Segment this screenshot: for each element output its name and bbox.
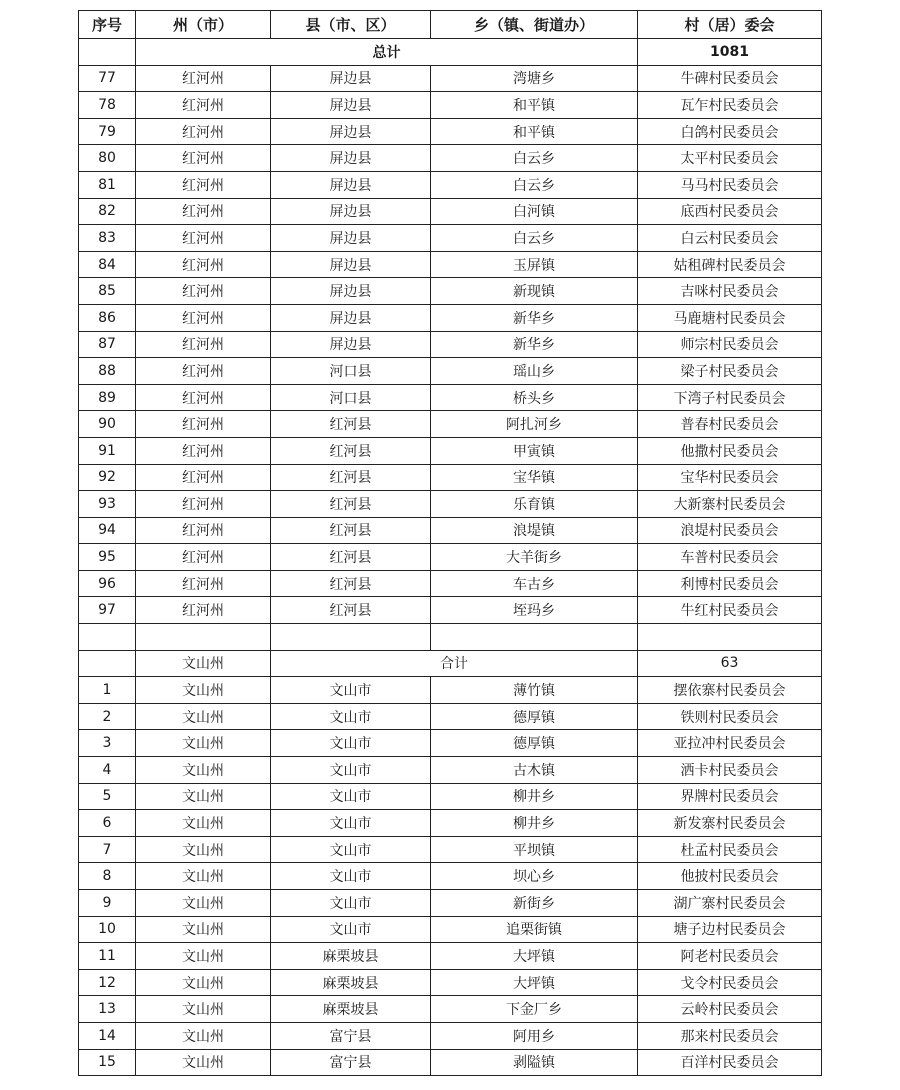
row-township: 剥隘镇: [431, 1049, 638, 1076]
table-row: [79, 544, 822, 571]
row-prefecture: 红河州: [136, 491, 271, 518]
row-village-committee: 新发寨村民委员会: [638, 810, 822, 837]
table-row: [79, 969, 822, 996]
row-village-committee: 界牌村民委员会: [638, 783, 822, 810]
row-village-committee: 摆依寨村民委员会: [638, 677, 822, 704]
row-village-committee: 牛碑村民委员会: [638, 65, 822, 92]
table-row: [79, 304, 822, 331]
empty-cell: [638, 624, 822, 651]
table-row: [79, 730, 822, 757]
table-row: [79, 65, 822, 92]
row-township: 桥头乡: [431, 384, 638, 411]
row-county: 红河县: [271, 491, 431, 518]
row-township: 甲寅镇: [431, 437, 638, 464]
row-village-committee: 太平村民委员会: [638, 145, 822, 172]
row-index: 92: [79, 464, 136, 491]
row-county: 文山市: [271, 810, 431, 837]
row-prefecture: 文山州: [136, 783, 271, 810]
row-township: 白河镇: [431, 198, 638, 225]
row-township: 宝华镇: [431, 464, 638, 491]
table-row: [79, 171, 822, 198]
row-prefecture: 红河州: [136, 118, 271, 145]
row-index: 10: [79, 916, 136, 943]
header-index: 序号: [79, 11, 136, 39]
row-county: 屏边县: [271, 92, 431, 119]
row-prefecture: 文山州: [136, 1022, 271, 1049]
row-index: 95: [79, 544, 136, 571]
row-township: 车古乡: [431, 570, 638, 597]
row-index: 1: [79, 677, 136, 704]
row-village-committee: 他撒村民委员会: [638, 437, 822, 464]
row-village-committee: 底西村民委员会: [638, 198, 822, 225]
row-prefecture: 红河州: [136, 544, 271, 571]
row-prefecture: 红河州: [136, 411, 271, 438]
total-row: [79, 39, 822, 66]
table-row: [79, 491, 822, 518]
total-value: 1081: [638, 39, 822, 66]
table-row: [79, 810, 822, 837]
row-county: 红河县: [271, 544, 431, 571]
row-index: 94: [79, 517, 136, 544]
row-prefecture: 红河州: [136, 198, 271, 225]
row-township: 新华乡: [431, 331, 638, 358]
table-row: [79, 943, 822, 970]
row-county: 红河县: [271, 411, 431, 438]
header-township: 乡（镇、街道办）: [431, 11, 638, 39]
row-village-committee: 洒卡村民委员会: [638, 757, 822, 784]
row-county: 文山市: [271, 916, 431, 943]
row-township: 下金厂乡: [431, 996, 638, 1023]
row-village-committee: 云岭村民委员会: [638, 996, 822, 1023]
total-index-cell: [79, 39, 136, 66]
row-county: 屏边县: [271, 171, 431, 198]
row-index: 90: [79, 411, 136, 438]
row-prefecture: 文山州: [136, 863, 271, 890]
row-township: 乐育镇: [431, 491, 638, 518]
row-township: 新街乡: [431, 890, 638, 917]
row-village-committee: 戈令村民委员会: [638, 969, 822, 996]
row-prefecture: 红河州: [136, 278, 271, 305]
row-index: 82: [79, 198, 136, 225]
subtotal-index-cell: [79, 650, 136, 677]
row-index: 91: [79, 437, 136, 464]
table-row: [79, 916, 822, 943]
row-village-committee: 马马村民委员会: [638, 171, 822, 198]
row-township: 大坪镇: [431, 969, 638, 996]
table-row: [79, 437, 822, 464]
row-village-committee: 车普村民委员会: [638, 544, 822, 571]
row-prefecture: 红河州: [136, 358, 271, 385]
row-village-committee: 阿老村民委员会: [638, 943, 822, 970]
row-prefecture: 文山州: [136, 703, 271, 730]
row-prefecture: 红河州: [136, 384, 271, 411]
row-county: 文山市: [271, 757, 431, 784]
header-row: [79, 11, 822, 39]
row-township: 垤玛乡: [431, 597, 638, 624]
table-body: [79, 39, 822, 1076]
row-village-committee: 白云村民委员会: [638, 225, 822, 252]
table-row: [79, 703, 822, 730]
row-index: 96: [79, 570, 136, 597]
empty-cell: [431, 624, 638, 651]
table-row: [79, 358, 822, 385]
table-row: [79, 1022, 822, 1049]
table-row: [79, 92, 822, 119]
row-county: 河口县: [271, 358, 431, 385]
row-prefecture: 红河州: [136, 251, 271, 278]
table-row: [79, 890, 822, 917]
row-prefecture: 红河州: [136, 464, 271, 491]
row-prefecture: 红河州: [136, 331, 271, 358]
row-index: 80: [79, 145, 136, 172]
row-prefecture: 文山州: [136, 730, 271, 757]
row-township: 新华乡: [431, 304, 638, 331]
row-township: 和平镇: [431, 92, 638, 119]
row-index: 87: [79, 331, 136, 358]
row-index: 93: [79, 491, 136, 518]
row-county: 屏边县: [271, 251, 431, 278]
row-county: 富宁县: [271, 1049, 431, 1076]
row-prefecture: 红河州: [136, 304, 271, 331]
row-county: 麻栗坡县: [271, 943, 431, 970]
row-township: 新现镇: [431, 278, 638, 305]
row-county: 红河县: [271, 517, 431, 544]
row-prefecture: 红河州: [136, 597, 271, 624]
row-village-committee: 百洋村民委员会: [638, 1049, 822, 1076]
table-row: [79, 1049, 822, 1076]
row-county: 文山市: [271, 703, 431, 730]
row-township: 白云乡: [431, 171, 638, 198]
row-county: 屏边县: [271, 225, 431, 252]
empty-cell: [79, 624, 136, 651]
row-township: 浪堤镇: [431, 517, 638, 544]
row-index: 12: [79, 969, 136, 996]
row-township: 柳井乡: [431, 783, 638, 810]
row-prefecture: 红河州: [136, 437, 271, 464]
row-township: 白云乡: [431, 225, 638, 252]
row-county: 屏边县: [271, 145, 431, 172]
table-row: [79, 145, 822, 172]
row-index: 78: [79, 92, 136, 119]
empty-cell: [136, 624, 271, 651]
row-county: 红河县: [271, 597, 431, 624]
row-prefecture: 文山州: [136, 836, 271, 863]
row-county: 屏边县: [271, 198, 431, 225]
row-village-committee: 塘子边村民委员会: [638, 916, 822, 943]
header-village-committee: 村（居）委会: [638, 11, 822, 39]
row-village-committee: 吉咪村民委员会: [638, 278, 822, 305]
header-county: 县（市、区）: [271, 11, 431, 39]
row-index: 6: [79, 810, 136, 837]
table-row: [79, 996, 822, 1023]
row-county: 文山市: [271, 836, 431, 863]
row-county: 红河县: [271, 464, 431, 491]
row-prefecture: 文山州: [136, 810, 271, 837]
row-index: 7: [79, 836, 136, 863]
empty-cell: [271, 624, 431, 651]
row-prefecture: 红河州: [136, 171, 271, 198]
row-index: 83: [79, 225, 136, 252]
row-village-committee: 利博村民委员会: [638, 570, 822, 597]
subtotal-row: [79, 650, 822, 677]
row-village-committee: 湖广寨村民委员会: [638, 890, 822, 917]
row-county: 文山市: [271, 890, 431, 917]
row-village-committee: 大新寨村民委员会: [638, 491, 822, 518]
row-township: 德厚镇: [431, 730, 638, 757]
subtotal-value: 63: [638, 650, 822, 677]
row-prefecture: 文山州: [136, 943, 271, 970]
row-index: 15: [79, 1049, 136, 1076]
row-county: 文山市: [271, 863, 431, 890]
row-prefecture: 红河州: [136, 225, 271, 252]
row-township: 湾塘乡: [431, 65, 638, 92]
row-prefecture: 红河州: [136, 570, 271, 597]
row-village-committee: 亚拉冲村民委员会: [638, 730, 822, 757]
row-index: 86: [79, 304, 136, 331]
row-prefecture: 文山州: [136, 757, 271, 784]
row-village-committee: 牛红村民委员会: [638, 597, 822, 624]
row-prefecture: 文山州: [136, 890, 271, 917]
row-county: 红河县: [271, 437, 431, 464]
table-row: [79, 863, 822, 890]
row-township: 玉屏镇: [431, 251, 638, 278]
row-index: 11: [79, 943, 136, 970]
table-row: [79, 411, 822, 438]
row-village-committee: 普春村民委员会: [638, 411, 822, 438]
row-village-committee: 宝华村民委员会: [638, 464, 822, 491]
village-list-table: [78, 10, 822, 1076]
row-prefecture: 红河州: [136, 92, 271, 119]
table-row: [79, 783, 822, 810]
row-index: 2: [79, 703, 136, 730]
row-county: 屏边县: [271, 118, 431, 145]
row-prefecture: 红河州: [136, 517, 271, 544]
header-prefecture: 州（市）: [136, 11, 271, 39]
row-county: 河口县: [271, 384, 431, 411]
row-prefecture: 文山州: [136, 916, 271, 943]
row-county: 屏边县: [271, 331, 431, 358]
table-row: [79, 278, 822, 305]
row-township: 大羊街乡: [431, 544, 638, 571]
row-township: 阿用乡: [431, 1022, 638, 1049]
row-township: 德厚镇: [431, 703, 638, 730]
row-village-committee: 姑租碑村民委员会: [638, 251, 822, 278]
table-row: [79, 331, 822, 358]
table-row: [79, 677, 822, 704]
row-index: 8: [79, 863, 136, 890]
total-label: 总计: [136, 39, 638, 66]
row-index: 88: [79, 358, 136, 385]
row-county: 屏边县: [271, 65, 431, 92]
row-index: 5: [79, 783, 136, 810]
row-county: 屏边县: [271, 278, 431, 305]
row-township: 追栗街镇: [431, 916, 638, 943]
row-index: 9: [79, 890, 136, 917]
row-village-committee: 浪堤村民委员会: [638, 517, 822, 544]
row-prefecture: 红河州: [136, 65, 271, 92]
table-row: [79, 597, 822, 624]
row-prefecture: 红河州: [136, 145, 271, 172]
table-row: [79, 118, 822, 145]
table-row: [79, 198, 822, 225]
table-row: [79, 225, 822, 252]
table-row: [79, 464, 822, 491]
row-county: 红河县: [271, 570, 431, 597]
row-index: 81: [79, 171, 136, 198]
row-township: 白云乡: [431, 145, 638, 172]
row-village-committee: 他披村民委员会: [638, 863, 822, 890]
row-township: 大坪镇: [431, 943, 638, 970]
table-row: [79, 570, 822, 597]
subtotal-label: 合计: [271, 650, 638, 677]
row-village-committee: 马鹿塘村民委员会: [638, 304, 822, 331]
row-county: 文山市: [271, 783, 431, 810]
row-index: 4: [79, 757, 136, 784]
table-row: [79, 836, 822, 863]
row-village-committee: 梁子村民委员会: [638, 358, 822, 385]
row-township: 瑶山乡: [431, 358, 638, 385]
row-index: 89: [79, 384, 136, 411]
row-village-committee: 瓦乍村民委员会: [638, 92, 822, 119]
row-township: 柳井乡: [431, 810, 638, 837]
blank-separator-row: [79, 624, 822, 651]
row-index: 13: [79, 996, 136, 1023]
row-township: 薄竹镇: [431, 677, 638, 704]
row-prefecture: 文山州: [136, 969, 271, 996]
row-township: 坝心乡: [431, 863, 638, 890]
table-row: [79, 251, 822, 278]
row-village-committee: 白鸽村民委员会: [638, 118, 822, 145]
row-county: 富宁县: [271, 1022, 431, 1049]
row-county: 屏边县: [271, 304, 431, 331]
row-prefecture: 文山州: [136, 996, 271, 1023]
row-index: 85: [79, 278, 136, 305]
row-village-committee: 铁则村民委员会: [638, 703, 822, 730]
row-index: 14: [79, 1022, 136, 1049]
row-index: 97: [79, 597, 136, 624]
row-township: 阿扎河乡: [431, 411, 638, 438]
row-county: 文山市: [271, 730, 431, 757]
row-index: 84: [79, 251, 136, 278]
table-row: [79, 757, 822, 784]
row-index: 77: [79, 65, 136, 92]
table-row: [79, 517, 822, 544]
row-township: 平坝镇: [431, 836, 638, 863]
row-township: 和平镇: [431, 118, 638, 145]
row-index: 3: [79, 730, 136, 757]
row-village-committee: 那来村民委员会: [638, 1022, 822, 1049]
row-county: 麻栗坡县: [271, 996, 431, 1023]
subtotal-prefecture: 文山州: [136, 650, 271, 677]
table-row: [79, 384, 822, 411]
row-village-committee: 下湾子村民委员会: [638, 384, 822, 411]
row-township: 古木镇: [431, 757, 638, 784]
row-index: 79: [79, 118, 136, 145]
row-village-committee: 师宗村民委员会: [638, 331, 822, 358]
row-prefecture: 文山州: [136, 677, 271, 704]
row-village-committee: 杜孟村民委员会: [638, 836, 822, 863]
row-prefecture: 文山州: [136, 1049, 271, 1076]
row-county: 麻栗坡县: [271, 969, 431, 996]
row-county: 文山市: [271, 677, 431, 704]
